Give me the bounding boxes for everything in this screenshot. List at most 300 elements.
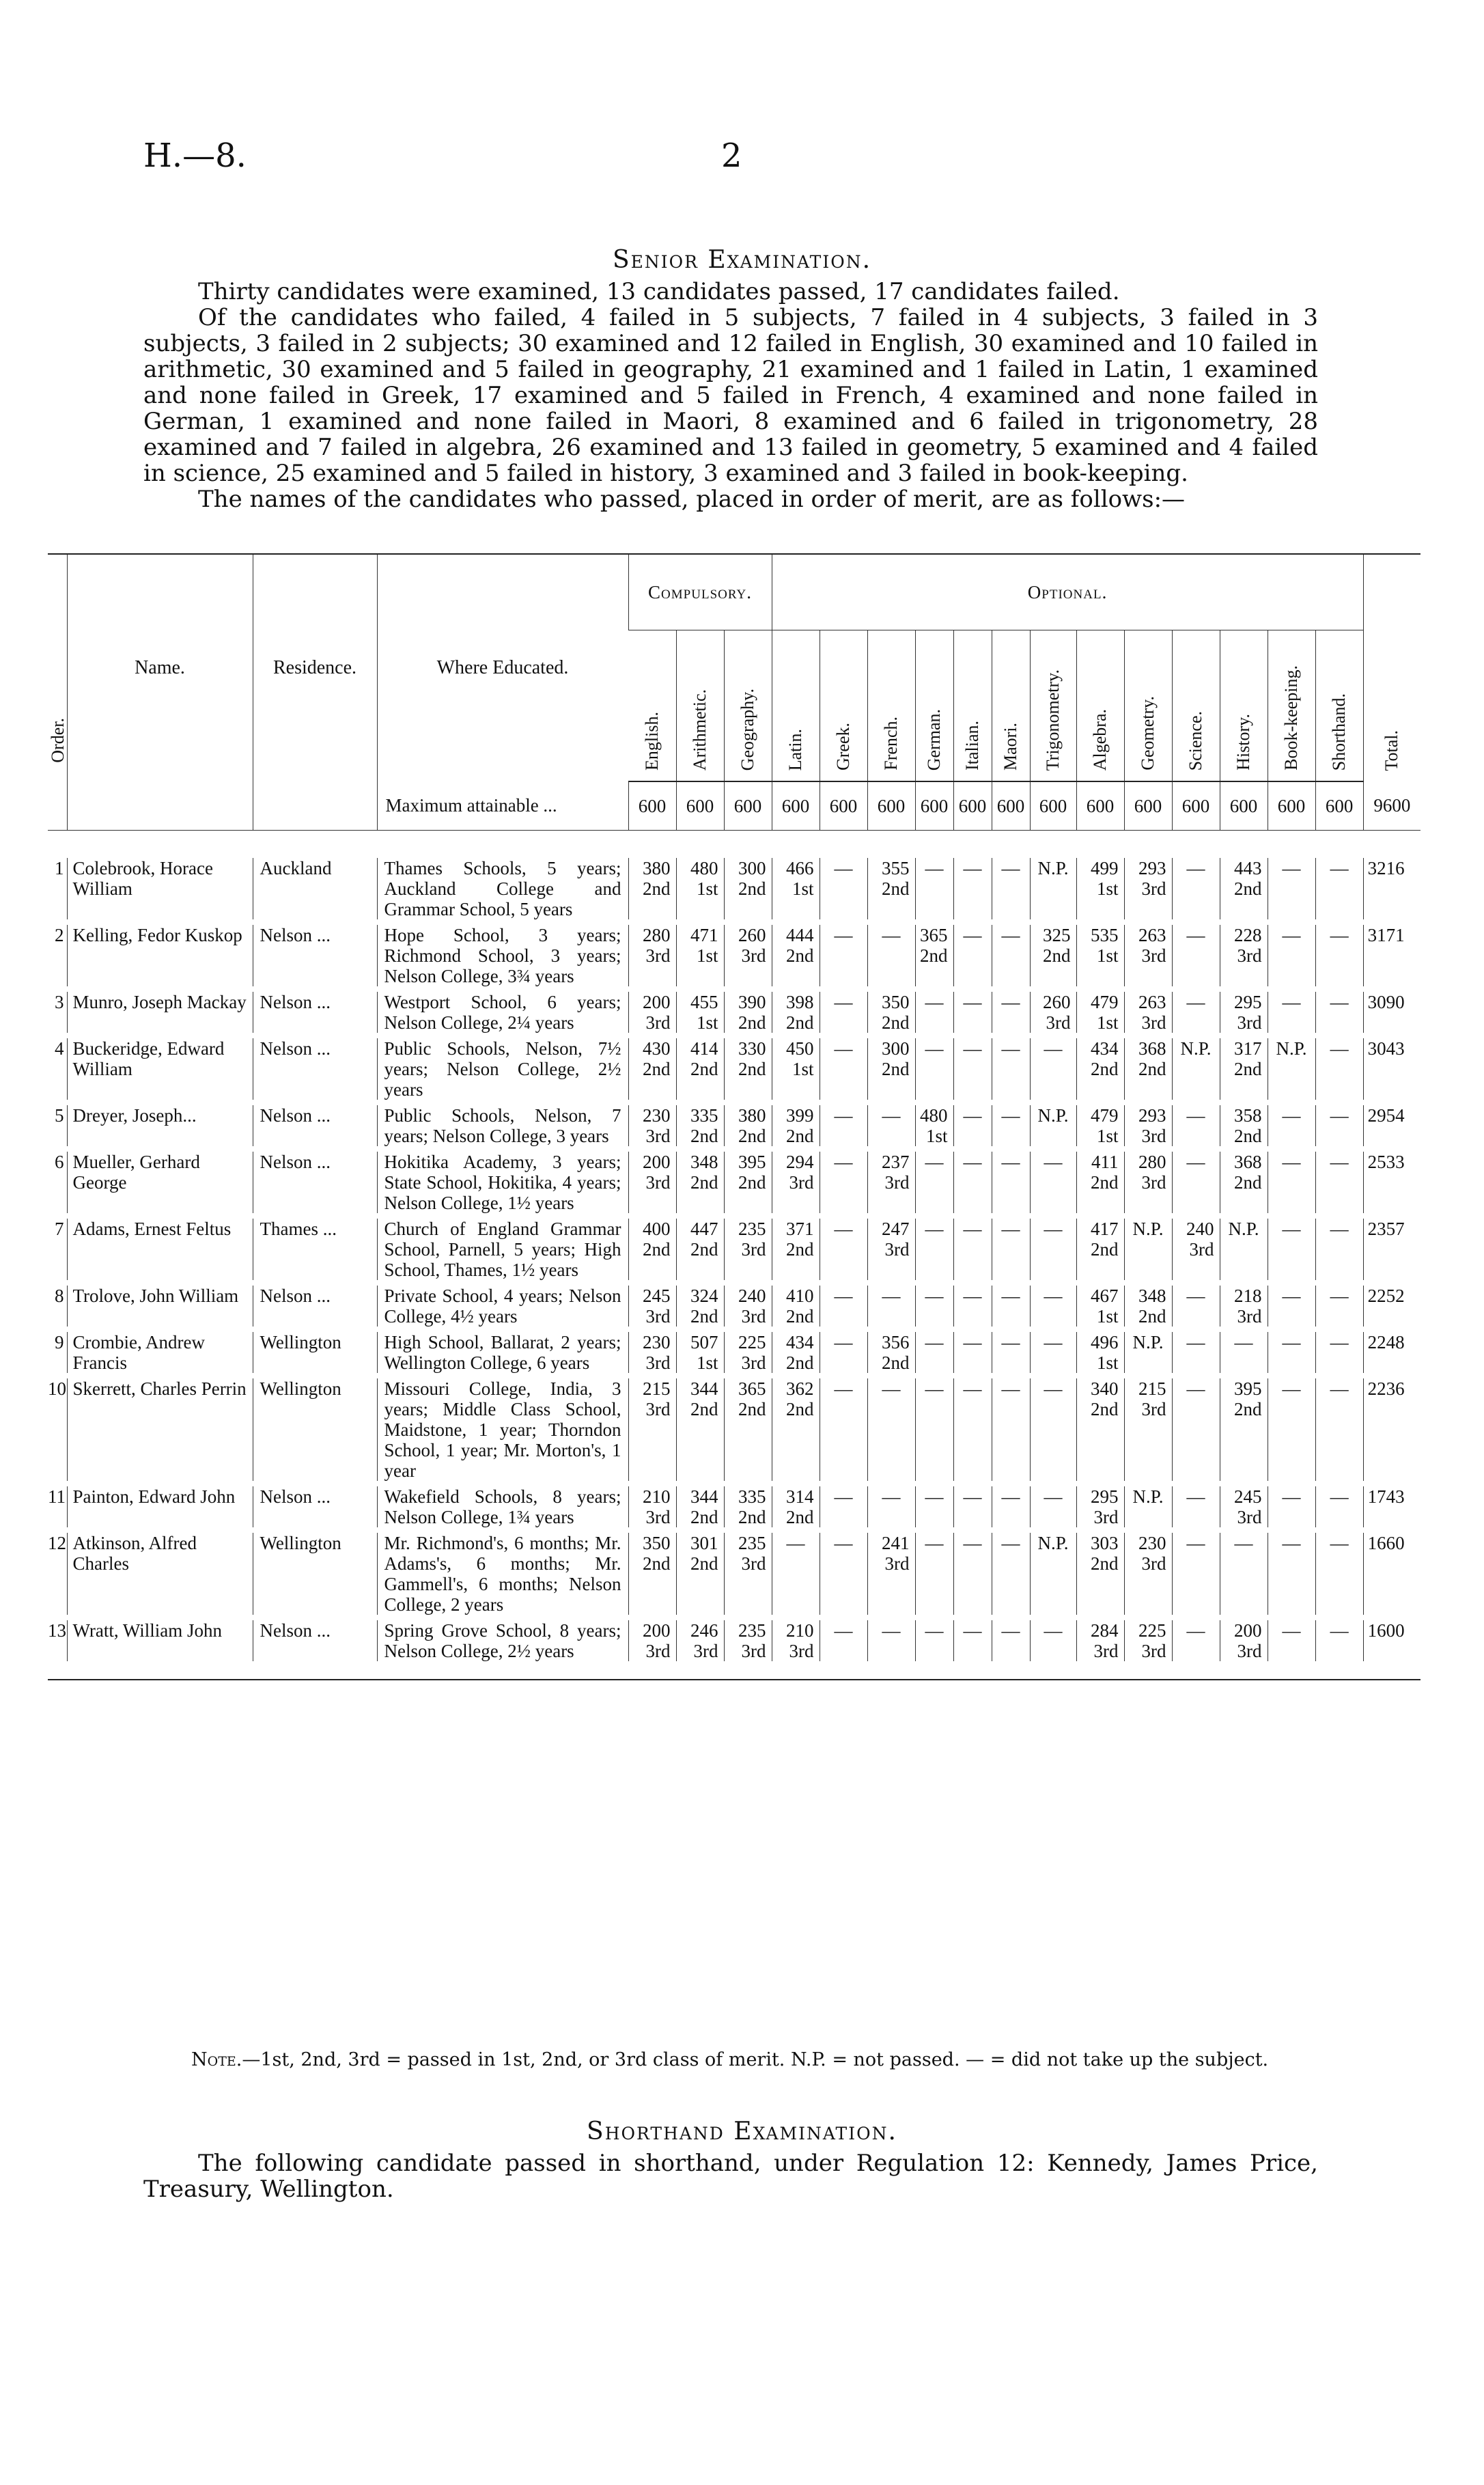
name-header: Name. — [67, 554, 253, 781]
mark-value: — — [1044, 1038, 1063, 1059]
subject-mark — [1268, 1152, 1315, 1213]
row-gap — [48, 1527, 1420, 1533]
mark-class: 3rd — [1141, 878, 1166, 899]
subject-header-english: English. — [628, 630, 676, 782]
mark-value: — — [882, 1105, 901, 1126]
mark-value: 479 — [1091, 992, 1119, 1012]
subject-mark — [992, 1332, 1030, 1373]
mark-value: — — [1044, 1378, 1063, 1399]
mark-value: 260 — [738, 925, 766, 945]
mark-value: — — [882, 1286, 901, 1306]
candidate-name: Trolove, John William — [67, 1286, 253, 1327]
subject-mark — [1030, 1486, 1076, 1527]
subject-header-greek: Greek. — [820, 630, 867, 782]
mark-class: 2nd — [882, 1352, 910, 1373]
mark-value: — — [1330, 1286, 1349, 1306]
subject-mark — [867, 1105, 915, 1146]
mark-class: 3rd — [645, 1172, 671, 1193]
mark-value: — — [1330, 1152, 1349, 1172]
max-value: 600 — [676, 781, 724, 831]
mark-class: 2nd — [882, 1059, 910, 1079]
mark-value: 215 — [643, 1378, 671, 1399]
subject-mark — [724, 1378, 772, 1481]
mark-value: — — [834, 1152, 853, 1172]
subject-mark — [1076, 925, 1124, 986]
mark-class: 2nd — [643, 1239, 671, 1260]
subject-mark — [676, 1378, 724, 1481]
candidate-school: Mr. Richmond's, 6 months; Mr. Adams's, 6 months; Mr. Gammell's, 6 months; Nelson College, 2 years — [377, 1533, 628, 1615]
subject-mark — [1220, 1332, 1268, 1373]
subject-mark — [1030, 1286, 1076, 1327]
maximum-label: Maximum attainable ... — [377, 781, 628, 831]
max-value: 600 — [772, 781, 820, 831]
mark-value: 410 — [786, 1286, 814, 1306]
mark-value: 480 — [920, 1105, 948, 1126]
row-gap — [48, 1373, 1420, 1378]
subject-mark — [1172, 1533, 1220, 1615]
subject-mark — [1124, 992, 1172, 1033]
subject-mark — [915, 858, 953, 919]
mark-value: — — [882, 1486, 901, 1507]
subject-mark — [1220, 1486, 1268, 1527]
subject-mark — [1124, 1219, 1172, 1280]
mark-value: 340 — [1091, 1378, 1119, 1399]
mark-value: — — [925, 1533, 944, 1553]
max-value: 600 — [1172, 781, 1220, 831]
mark-class: 2nd — [738, 1059, 766, 1079]
subject-mark — [628, 1038, 676, 1100]
mark-value: 240 — [1186, 1219, 1214, 1239]
mark-value: 314 — [786, 1486, 814, 1507]
mark-value: 350 — [882, 992, 910, 1012]
subject-mark — [1076, 1486, 1124, 1527]
mark-value: — — [1330, 1378, 1349, 1399]
subject-mark — [772, 1378, 820, 1481]
subject-mark — [628, 992, 676, 1033]
subject-mark — [628, 858, 676, 919]
mark-value: — — [1330, 1620, 1349, 1641]
subject-mark — [1268, 1332, 1315, 1373]
subject-mark — [992, 925, 1030, 986]
subject-mark — [676, 1219, 724, 1280]
subject-mark — [724, 992, 772, 1033]
subject-mark — [1268, 858, 1315, 919]
candidate-residence: Thames ... — [253, 1219, 377, 1280]
max-value: 600 — [953, 781, 992, 831]
subject-mark — [915, 1332, 953, 1373]
note-text: —1st, 2nd, 3rd = passed in 1st, 2nd, or 3rd class of merit. N.P. = not passed. — = did not take up the subject. — [242, 2049, 1269, 2070]
mark-value: 380 — [643, 858, 671, 878]
subject-mark — [1315, 1152, 1363, 1213]
maximum-attainable-row — [48, 781, 1420, 831]
subject-mark — [1124, 925, 1172, 986]
candidate-school: Church of England Grammar School, Parnell, 5 years; High School, Thames, 1½ years — [377, 1219, 628, 1280]
subject-mark — [915, 1533, 953, 1615]
mark-value: — — [963, 1152, 982, 1172]
subject-mark — [820, 925, 867, 986]
candidate-residence: Nelson ... — [253, 1105, 377, 1146]
max-value: 600 — [1124, 781, 1172, 831]
subject-mark — [628, 1152, 676, 1213]
mark-value: — — [1001, 1332, 1020, 1352]
mark-value: — — [1044, 1286, 1063, 1306]
mark-class: 3rd — [1141, 1126, 1166, 1146]
subject-header-geometry: Geometry. — [1124, 630, 1172, 782]
mark-class: 2nd — [882, 878, 910, 899]
candidate-school: Westport School, 6 years; Nelson College, 2¼ years — [377, 992, 628, 1033]
mark-class: 2nd — [786, 1352, 814, 1373]
candidate-total: 3090 — [1363, 992, 1420, 1033]
mark-value: 260 — [1043, 992, 1071, 1012]
mark-value: 443 — [1234, 858, 1262, 878]
candidate-name: Colebrook, Horace William — [67, 858, 253, 919]
mark-class: 2nd — [1234, 1399, 1262, 1419]
subject-mark — [953, 1486, 992, 1527]
mark-value: — — [925, 1332, 944, 1352]
mark-value: — — [1330, 1038, 1349, 1059]
subject-mark — [915, 992, 953, 1033]
mark-value: 237 — [882, 1152, 910, 1172]
candidate-residence: Nelson ... — [253, 1620, 377, 1661]
mark-class: 2nd — [1043, 945, 1071, 966]
subject-mark — [1220, 992, 1268, 1033]
mark-value: 380 — [738, 1105, 766, 1126]
max-total: 9600 — [1363, 781, 1420, 831]
candidate-name: Adams, Ernest Feltus — [67, 1219, 253, 1280]
mark-class: 3rd — [1141, 1641, 1166, 1661]
mark-value: — — [1282, 1105, 1301, 1126]
mark-value: — — [834, 858, 853, 878]
mark-value: — — [963, 992, 982, 1012]
mark-value: 335 — [738, 1486, 766, 1507]
mark-class: 3rd — [884, 1553, 910, 1574]
mark-value: — — [1001, 1620, 1020, 1641]
subject-mark — [1124, 1105, 1172, 1146]
mark-value: — — [882, 925, 901, 945]
mark-value: 284 — [1091, 1620, 1119, 1641]
mark-value: — — [1282, 992, 1301, 1012]
subject-header-italian: Italian. — [953, 630, 992, 782]
page-number: 2 — [721, 137, 742, 175]
subject-mark — [1172, 1105, 1220, 1146]
subject-mark — [915, 925, 953, 986]
mark-value: — — [1330, 1486, 1349, 1507]
subject-header-book-keeping: Book-keeping. — [1268, 630, 1315, 782]
mark-value: — — [1330, 1105, 1349, 1126]
mark-value: 263 — [1138, 925, 1166, 945]
mark-value: 235 — [738, 1533, 766, 1553]
mark-class: 2nd — [643, 1553, 671, 1574]
row-gap — [48, 1280, 1420, 1286]
subject-mark — [867, 858, 915, 919]
candidate-total: 1743 — [1363, 1486, 1420, 1527]
subject-mark — [1030, 858, 1076, 919]
mark-class: 2nd — [1234, 878, 1262, 899]
mark-value: — — [1282, 1152, 1301, 1172]
mark-value: — — [1044, 1332, 1063, 1352]
mark-class: 2nd — [1091, 1399, 1119, 1419]
mark-value: 348 — [690, 1152, 718, 1172]
max-value: 600 — [724, 781, 772, 831]
candidate-name: Buckeridge, Edward William — [67, 1038, 253, 1100]
mark-value: — — [1186, 1486, 1205, 1507]
mark-value: — — [1186, 1152, 1205, 1172]
candidate-residence: Nelson ... — [253, 1152, 377, 1213]
mark-value: N.P. — [1132, 1219, 1164, 1239]
mark-value: 348 — [1138, 1286, 1166, 1306]
subject-mark — [1220, 1286, 1268, 1327]
subject-header-algebra: Algebra. — [1076, 630, 1124, 782]
mark-value: — — [963, 1219, 982, 1239]
mark-class: 3rd — [741, 1239, 766, 1260]
mark-class: 2nd — [1091, 1172, 1119, 1193]
mark-value: 300 — [882, 1038, 910, 1059]
mark-class: 2nd — [690, 1126, 718, 1146]
subject-mark — [953, 1533, 992, 1615]
mark-value: — — [925, 858, 944, 878]
subject-mark — [1076, 1378, 1124, 1481]
mark-class: 1st — [1096, 1352, 1119, 1373]
subject-mark — [628, 1332, 676, 1373]
subject-mark — [992, 1378, 1030, 1481]
subject-mark — [628, 1378, 676, 1481]
subject-mark — [676, 1620, 724, 1661]
subject-mark — [724, 1286, 772, 1327]
mark-value: 200 — [1234, 1620, 1262, 1641]
subject-mark — [992, 1533, 1030, 1615]
subject-mark — [1172, 1378, 1220, 1481]
mark-class: 2nd — [1138, 1306, 1166, 1327]
mark-value: 414 — [690, 1038, 718, 1059]
candidate-order: 7 — [55, 1219, 64, 1239]
mark-class: 2nd — [1234, 1126, 1262, 1146]
mark-class: 2nd — [690, 1239, 718, 1260]
subject-mark — [1220, 1378, 1268, 1481]
mark-value: 330 — [738, 1038, 766, 1059]
mark-value: — — [1330, 925, 1349, 945]
subject-mark — [1315, 925, 1363, 986]
subject-mark — [1268, 992, 1315, 1033]
candidate-residence: Nelson ... — [253, 1486, 377, 1527]
mark-value: — — [1282, 1286, 1301, 1306]
mark-value: 301 — [690, 1533, 718, 1553]
mark-value: — — [1186, 1105, 1205, 1126]
mark-class: 3rd — [741, 1352, 766, 1373]
subject-mark — [1172, 1152, 1220, 1213]
subject-mark — [1315, 1378, 1363, 1481]
subject-header-german: German. — [915, 630, 953, 782]
mark-class: 1st — [1096, 1306, 1119, 1327]
candidate-total: 2248 — [1363, 1332, 1420, 1373]
mark-value: 210 — [786, 1620, 814, 1641]
subject-mark — [1172, 1486, 1220, 1527]
subject-mark — [1030, 1378, 1076, 1481]
mark-value: 499 — [1091, 858, 1119, 878]
mark-value: — — [1330, 1332, 1349, 1352]
subject-mark — [992, 858, 1030, 919]
mark-value: — — [786, 1533, 805, 1553]
mark-value: 344 — [690, 1378, 718, 1399]
mark-value: N.P. — [1132, 1486, 1164, 1507]
subject-mark — [915, 1105, 953, 1146]
subject-mark — [1076, 1038, 1124, 1100]
mark-class: 2nd — [643, 1059, 671, 1079]
candidate-residence: Wellington — [253, 1378, 377, 1481]
candidate-residence: Nelson ... — [253, 1038, 377, 1100]
candidate-order: 12 — [48, 1533, 66, 1553]
mark-value: — — [1330, 858, 1349, 878]
mark-class: 3rd — [1237, 1012, 1262, 1033]
candidate-school: Thames Schools, 5 years; Auckland College and Grammar School, 5 years — [377, 858, 628, 919]
mark-value: 399 — [786, 1105, 814, 1126]
mark-value: — — [1186, 925, 1205, 945]
mark-value: — — [882, 1378, 901, 1399]
mark-class: 3rd — [1189, 1239, 1214, 1260]
subject-mark — [1172, 1332, 1220, 1373]
residence-header: Residence. — [253, 554, 377, 781]
mark-value: N.P. — [1276, 1038, 1307, 1059]
candidate-name: Crombie, Andrew Francis — [67, 1332, 253, 1373]
candidate-row — [48, 858, 1420, 919]
mark-value: — — [1186, 1286, 1205, 1306]
subject-mark — [1220, 925, 1268, 986]
subject-mark — [1268, 1486, 1315, 1527]
candidate-order: 6 — [55, 1152, 64, 1172]
mark-value: — — [1001, 925, 1020, 945]
subject-mark — [1268, 1533, 1315, 1615]
candidate-order: 4 — [55, 1038, 64, 1059]
mark-class: 2nd — [738, 878, 766, 899]
mark-class: 3rd — [645, 1507, 671, 1527]
mark-class: 2nd — [690, 1172, 718, 1193]
mark-value: 365 — [920, 925, 948, 945]
mark-value: — — [925, 992, 944, 1012]
candidate-row — [48, 1152, 1420, 1213]
mark-value: 303 — [1091, 1533, 1119, 1553]
mark-value: — — [834, 1332, 853, 1352]
mark-class: 2nd — [690, 1306, 718, 1327]
candidate-row — [48, 992, 1420, 1033]
subject-mark — [1268, 1286, 1315, 1327]
subject-mark — [1030, 1038, 1076, 1100]
mark-value: 225 — [738, 1332, 766, 1352]
candidate-school: Public Schools, Nelson, 7½ years; Nelson College, 2½ years — [377, 1038, 628, 1100]
row-gap — [48, 1327, 1420, 1332]
candidate-order: 11 — [48, 1486, 66, 1507]
mark-class: 3rd — [1237, 1507, 1262, 1527]
mark-value: — — [1044, 1219, 1063, 1239]
subject-mark — [1315, 1286, 1363, 1327]
candidate-order: 10 — [48, 1378, 66, 1399]
subject-mark — [953, 992, 992, 1033]
max-value: 600 — [1030, 781, 1076, 831]
mark-value: N.P. — [1228, 1219, 1259, 1239]
subject-mark — [724, 1486, 772, 1527]
mark-value: 358 — [1234, 1105, 1262, 1126]
subject-mark — [1030, 1533, 1076, 1615]
candidate-row — [48, 1286, 1420, 1327]
subject-mark — [867, 1219, 915, 1280]
subject-mark — [772, 1286, 820, 1327]
subject-mark — [820, 1286, 867, 1327]
document-reference: H.—8. — [143, 137, 247, 175]
subject-mark — [992, 1219, 1030, 1280]
candidate-order: 3 — [55, 992, 64, 1012]
mark-value: 280 — [1138, 1152, 1166, 1172]
mark-class: 3rd — [741, 1553, 766, 1574]
mark-value: — — [1186, 1378, 1205, 1399]
subject-mark — [724, 1533, 772, 1615]
table-spacer — [48, 831, 1420, 859]
mark-value: — — [1001, 1105, 1020, 1126]
mark-value: — — [1282, 1332, 1301, 1352]
mark-class: 3rd — [1237, 945, 1262, 966]
mark-class: 1st — [1096, 945, 1119, 966]
max-value: 600 — [867, 781, 915, 831]
mark-class: 2nd — [786, 1507, 814, 1527]
subject-mark — [953, 858, 992, 919]
subject-mark — [724, 1038, 772, 1100]
shorthand-paragraph — [143, 2150, 1318, 2202]
compulsory-group-header: Compulsory. — [628, 554, 772, 630]
mark-value: 215 — [1138, 1378, 1166, 1399]
candidate-school: Hokitika Academy, 3 years; State School, Hokitika, 4 years; Nelson College, 1½ years — [377, 1152, 628, 1213]
subject-mark — [915, 1286, 953, 1327]
candidate-name: Kelling, Fedor Kuskop — [67, 925, 253, 986]
subject-mark — [1172, 858, 1220, 919]
subject-mark — [1315, 992, 1363, 1033]
candidate-row — [48, 1486, 1420, 1527]
max-value: 600 — [820, 781, 867, 831]
mark-value: N.P. — [1132, 1332, 1164, 1352]
candidate-order: 5 — [55, 1105, 64, 1126]
mark-value: 400 — [643, 1219, 671, 1239]
mark-class: 3rd — [1141, 945, 1166, 966]
mark-value: 455 — [690, 992, 718, 1012]
subject-mark — [867, 1152, 915, 1213]
candidate-school: Public Schools, Nelson, 7 years; Nelson College, 3 years — [377, 1105, 628, 1146]
mark-value: — — [834, 1219, 853, 1239]
mark-value: 263 — [1138, 992, 1166, 1012]
subject-mark — [676, 1105, 724, 1146]
candidate-residence: Nelson ... — [253, 925, 377, 986]
subject-mark — [724, 1152, 772, 1213]
subject-mark — [992, 1038, 1030, 1100]
results-table — [48, 553, 1420, 1680]
candidate-order: 9 — [55, 1332, 64, 1352]
subject-mark — [1220, 1152, 1268, 1213]
mark-value: 411 — [1091, 1152, 1119, 1172]
mark-value: 496 — [1091, 1332, 1119, 1352]
mark-value: — — [1186, 992, 1205, 1012]
mark-value: — — [882, 1620, 901, 1641]
mark-value: — — [1186, 1533, 1205, 1553]
mark-value: — — [1001, 1286, 1020, 1306]
subject-mark — [1172, 992, 1220, 1033]
subject-mark — [820, 1152, 867, 1213]
mark-value: 317 — [1234, 1038, 1262, 1059]
mark-value: 507 — [690, 1332, 718, 1352]
order-header: Order. — [48, 554, 67, 781]
subject-mark — [867, 925, 915, 986]
subject-mark — [676, 1152, 724, 1213]
subject-mark — [724, 925, 772, 986]
mark-class: 3rd — [645, 1306, 671, 1327]
mark-value: — — [925, 1219, 944, 1239]
mark-value: — — [1001, 1038, 1020, 1059]
subject-mark — [772, 858, 820, 919]
mark-value: 230 — [643, 1105, 671, 1126]
